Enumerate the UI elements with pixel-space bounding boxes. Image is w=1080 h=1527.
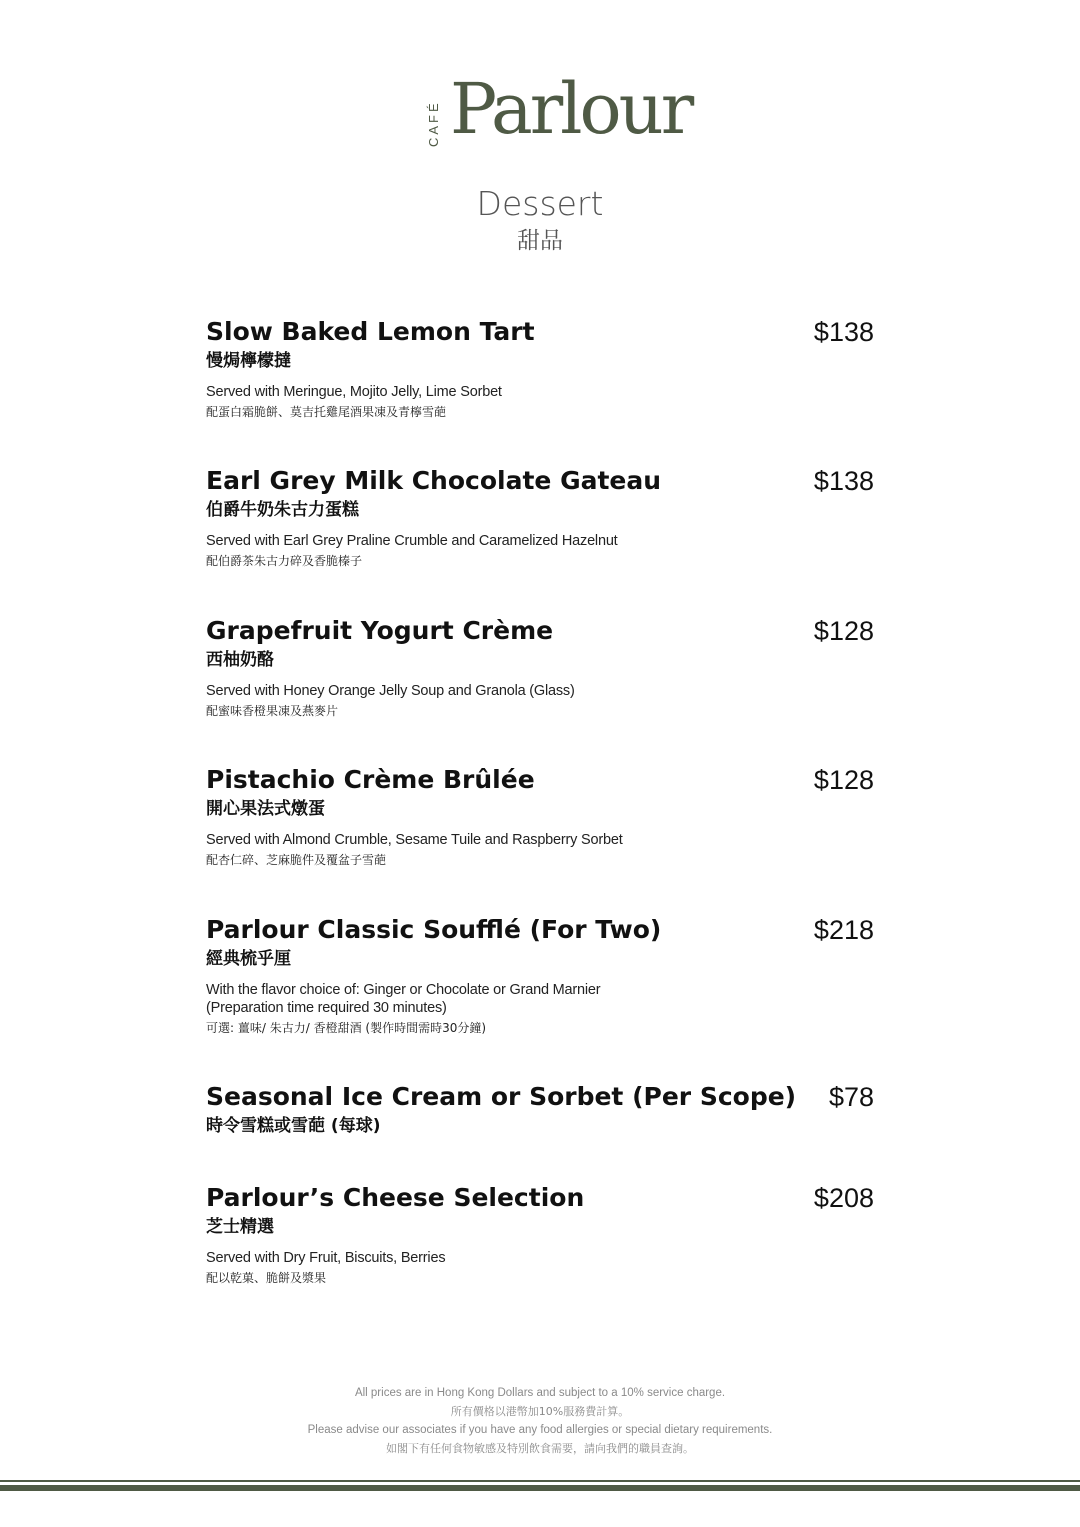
logo-wordmark: Parlour: [450, 68, 692, 150]
menu-item-earl-grey-gateau: [206, 466, 874, 570]
item-name: Parlour Classic Soufflé (For Two): [206, 915, 662, 944]
item-price: $208: [813, 1183, 874, 1213]
section-subtitle: 甜品: [517, 228, 563, 254]
item-description: Served with Almond Crumble, Sesame Tuile and Raspberry Sorbet: [206, 832, 623, 848]
item-name: Seasonal Ice Cream or Sorbet (Per Scope): [206, 1082, 797, 1111]
footer-divider-thick: [0, 1485, 1080, 1491]
menu-item-seasonal-ice-cream: [206, 1082, 874, 1138]
footer-service-charge-zh: 所有價格以港幣加10%服務費計算。: [450, 1405, 630, 1418]
item-name-zh: 芝士精選: [206, 1217, 274, 1237]
item-name: Parlour’s Cheese Selection: [206, 1183, 585, 1212]
item-name-zh: 西柚奶酪: [206, 650, 274, 670]
item-name: Pistachio Crème Brûlée: [206, 765, 535, 794]
item-price: $138: [813, 317, 874, 347]
item-description: [206, 981, 874, 1017]
item-name: Earl Grey Milk Chocolate Gateau: [206, 466, 662, 495]
item-description-zh: 可選: 薑味/ 朱古力/ 香橙甜酒 (製作時間需時30分鐘): [206, 1021, 487, 1035]
menu-item-cheese-selection: [206, 1183, 874, 1287]
item-price: $128: [813, 616, 874, 646]
item-price: $128: [813, 765, 874, 795]
item-description-line: (Preparation time required 30 minutes): [206, 1000, 447, 1016]
item-name-zh: 經典梳乎厘: [206, 949, 291, 969]
menu-item-grapefruit-creme: [206, 616, 874, 720]
item-price: $218: [813, 915, 874, 945]
item-name: Grapefruit Yogurt Crème: [206, 616, 554, 645]
item-description: Served with Dry Fruit, Biscuits, Berries: [206, 1250, 446, 1266]
item-description-line: With the flavor choice of: Ginger or Chocolate or Grand Marnier: [206, 982, 601, 998]
menu-item-lemon-tart: [206, 317, 874, 421]
item-price: $78: [828, 1082, 874, 1112]
item-description-zh: 配以乾菓、脆餅及漿果: [206, 1271, 327, 1285]
item-name-zh: 時令雪糕或雪葩 (每球): [206, 1116, 381, 1136]
item-description-zh: 配伯爵茶朱古力碎及香脆榛子: [206, 554, 363, 568]
item-name: Slow Baked Lemon Tart: [206, 317, 535, 346]
item-description-zh: 配蛋白霜脆餅、莫吉托雞尾酒果凍及青檸雪葩: [206, 405, 447, 419]
brand-logo: [0, 68, 1080, 168]
footer-divider-thin: [0, 1480, 1080, 1482]
item-name-zh: 伯爵牛奶朱古力蛋糕: [206, 500, 359, 520]
item-price: $138: [813, 466, 874, 496]
item-description-zh: 配蜜味香橙果凍及燕麥片: [206, 704, 339, 718]
footer-allergy-note-zh: 如閣下有任何食物敏感及特別飲食需要，請向我們的職員查詢。: [386, 1442, 694, 1455]
item-name-zh: 開心果法式燉蛋: [206, 799, 325, 819]
item-name-zh: 慢焗檸檬撻: [206, 351, 291, 371]
menu-item-pistachio-brulee: [206, 765, 874, 869]
logo-cafe-text: CAFÉ: [426, 100, 441, 148]
section-title: Dessert: [476, 184, 604, 223]
footer-notes: [0, 1384, 1080, 1458]
item-description: Served with Meringue, Mojito Jelly, Lime Sorbet: [206, 384, 502, 400]
footer-allergy-note: Please advise our associates if you have any food allergies or special dietary requirements.: [307, 1424, 773, 1436]
footer-service-charge: All prices are in Hong Kong Dollars and subject to a 10% service charge.: [354, 1387, 726, 1399]
item-description: Served with Honey Orange Jelly Soup and Granola (Glass): [206, 683, 575, 699]
menu-item-classic-souffle: [206, 915, 874, 1037]
item-description: Served with Earl Grey Praline Crumble and Caramelized Hazelnut: [206, 533, 618, 549]
item-description-zh: 配杏仁碎、芝麻脆件及覆盆子雪葩: [206, 853, 387, 867]
